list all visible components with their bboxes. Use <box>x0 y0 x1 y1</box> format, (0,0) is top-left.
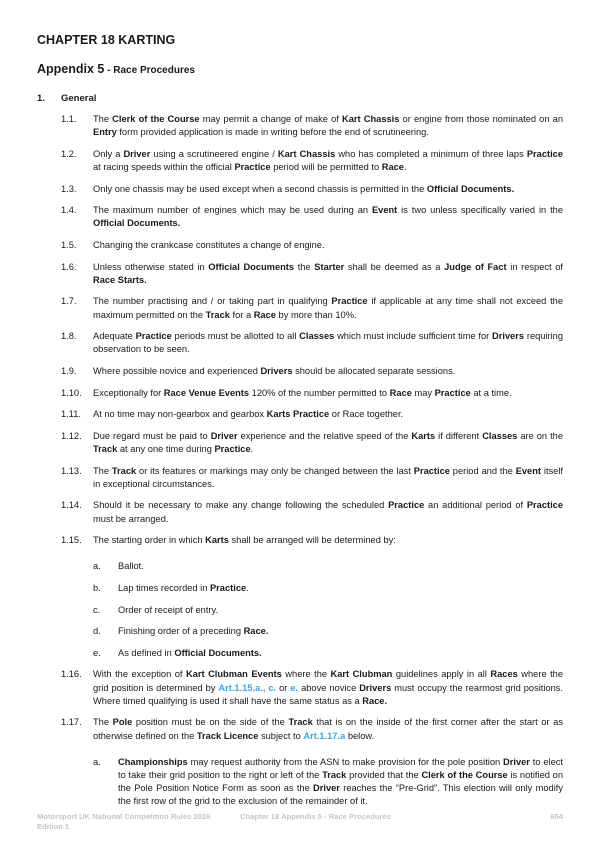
footer-page-number: 654 <box>550 812 563 821</box>
clause <box>0 387 563 400</box>
clause-number: 1.5. <box>61 239 77 250</box>
clause <box>0 668 563 708</box>
article-link[interactable]: Art.1.15.a., c. <box>218 682 277 693</box>
clause-number: 1.3. <box>61 183 77 194</box>
clause <box>0 408 563 421</box>
clause-list <box>0 113 600 817</box>
sub-clause-text: Order of receipt of entry. <box>118 604 219 615</box>
clause-text: Unless otherwise stated in Official Documents the Starter shall be deemed as a Judge of Fact in respect of Race Starts. <box>93 261 563 285</box>
footer-edition: Edition 1 <box>37 822 70 831</box>
clause-number: 1.15. <box>61 535 82 546</box>
article-link[interactable]: Art.1.17.a <box>303 730 346 741</box>
clause-text: Only one chassis may be used except when a second chassis is permitted in the Official Documents. <box>93 183 515 194</box>
clause-number: 1.16. <box>61 669 82 680</box>
clause <box>0 430 563 456</box>
clause <box>0 113 563 139</box>
clause-text: The Track or its features or markings may only be changed between the last Practice period and the Event itself in exceptional circumstances. <box>93 465 563 489</box>
clause <box>0 204 563 230</box>
clause-text: At no time may non-gearbox and gearbox Karts Practice or Race together. <box>93 409 404 420</box>
footer-publication <box>37 812 210 832</box>
clause-number: 1.8. <box>61 331 77 342</box>
clause-number: 1.7. <box>61 296 77 307</box>
clause-number: 1.1. <box>61 114 77 124</box>
sub-clause-letter: d. <box>93 626 101 637</box>
sub-clause <box>0 647 563 660</box>
chapter-title: CHAPTER 18 KARTING <box>37 33 176 47</box>
clause <box>0 148 563 174</box>
section-title: General <box>61 93 97 104</box>
clause-text: The Pole position must be on the side of the Track that is on the inside of the first corner after the start or as otherwise defined on the Track Licence subject to Art.1.17.a below. <box>93 717 564 741</box>
clause-number: 1.2. <box>61 148 77 159</box>
clause <box>0 261 563 287</box>
clause <box>0 365 563 378</box>
clause-text: Only a Driver using a scrutineered engine / Kart Chassis who has completed a minimum of three laps Practice at racing speeds within the official Practice period will be permitted to Race. <box>93 148 564 172</box>
clause <box>0 183 563 196</box>
article-link[interactable]: e. <box>290 682 299 693</box>
sub-clause <box>0 625 563 638</box>
sub-clause-letter: a. <box>93 756 101 767</box>
sub-clause <box>0 560 563 573</box>
footer-rules-title: Motorsport UK National Competition Rules 2026 <box>37 812 211 821</box>
clause-number: 1.4. <box>61 205 77 216</box>
clause-text: Should it be necessary to make any change following the scheduled Practice an additional period of Practice must be arranged. <box>93 500 564 524</box>
clause-number: 1.9. <box>61 365 77 376</box>
clause-number: 1.14. <box>61 500 82 511</box>
clause <box>0 330 563 356</box>
clause <box>0 465 563 491</box>
clause-number: 1.6. <box>61 261 77 272</box>
section-number: 1. <box>37 93 45 104</box>
clause-text: The starting order in which Karts shall be arranged will be determined by: <box>93 535 396 546</box>
clause-text: With the exception of Kart Clubman Events where the Kart Clubman guidelines apply in all Races where the grid position is determined by Art.1.15.a., c. or e. above novice Drivers must occupy the rearmost grid positions. Where timed qualifying is used it shall have the same status as a Race. <box>93 669 564 706</box>
clause <box>0 716 563 742</box>
section-heading <box>37 93 96 104</box>
sub-clause-letter: c. <box>93 604 101 615</box>
sub-clause-letter: b. <box>93 582 101 593</box>
footer-chapter: Chapter 18 Appendix 5 - Race Procedures <box>240 812 391 821</box>
clause-text: The maximum number of engines which may be used during an Event is two unless specifically varied in the Official Documents. <box>93 205 563 229</box>
sub-clause-text: Championships may request authority from the ASN to make provision for the pole position Driver to elect to take their grid position to the right or left of the Track provided that the Clerk of the Course is notified on the Pole Position Notice Form as soon as the Driver reaches the “Pre-Grid”. This election will only modify the first row of the grid to the exclusion of the remainder of it. <box>118 756 563 807</box>
appendix-main: Appendix 5 <box>37 62 105 76</box>
sub-clause-list <box>0 560 600 660</box>
sub-clause <box>0 604 563 617</box>
clause-number: 1.17. <box>61 717 82 728</box>
clause <box>0 534 563 547</box>
sub-clause-list <box>0 756 600 809</box>
clause-number: 1.13. <box>61 465 82 476</box>
clause-text: Where possible novice and experienced Drivers should be allocated separate sessions. <box>93 365 456 376</box>
sub-clause-text: As defined in Official Documents. <box>118 647 262 658</box>
clause-text: Changing the crankcase constitutes a change of engine. <box>93 239 325 250</box>
clause <box>0 239 563 252</box>
appendix-subtitle: - Race Procedures <box>104 65 195 76</box>
sub-clause <box>0 756 563 809</box>
sub-clause-text: Lap times recorded in Practice. <box>118 582 249 593</box>
clause-number: 1.11. <box>61 409 81 420</box>
clause-text: Adequate Practice periods must be allotted to all Classes which must include sufficient time for Drivers requiring observation to be seen. <box>93 331 564 355</box>
clause-text: Exceptionally for Race Venue Events 120% of the number permitted to Race may Practice at a time. <box>93 387 512 398</box>
clause-number: 1.12. <box>61 430 82 441</box>
clause <box>0 295 563 321</box>
sub-clause <box>0 582 563 595</box>
clause-text: The number practising and / or taking part in qualifying Practice if applicable at any time shall not exceed the maximum permitted on the Track for a Race by more than 10%. <box>93 296 563 320</box>
sub-clause-letter: a. <box>93 561 101 572</box>
clause <box>0 499 563 525</box>
sub-clause-letter: e. <box>93 647 101 658</box>
sub-clause-text: Ballot. <box>118 561 144 572</box>
clause-text: The Clerk of the Course may permit a change of make of Kart Chassis or engine from those nominated on an Entry form provided application is made in writing before the end of scrutineering. <box>93 114 564 138</box>
clause-number: 1.10. <box>61 387 82 398</box>
clause-text: Due regard must be paid to Driver experience and the relative speed of the Karts if different Classes are on the Track at any one time during Practice. <box>93 430 564 454</box>
appendix-title <box>37 62 195 76</box>
sub-clause-text: Finishing order of a preceding Race. <box>118 626 269 637</box>
